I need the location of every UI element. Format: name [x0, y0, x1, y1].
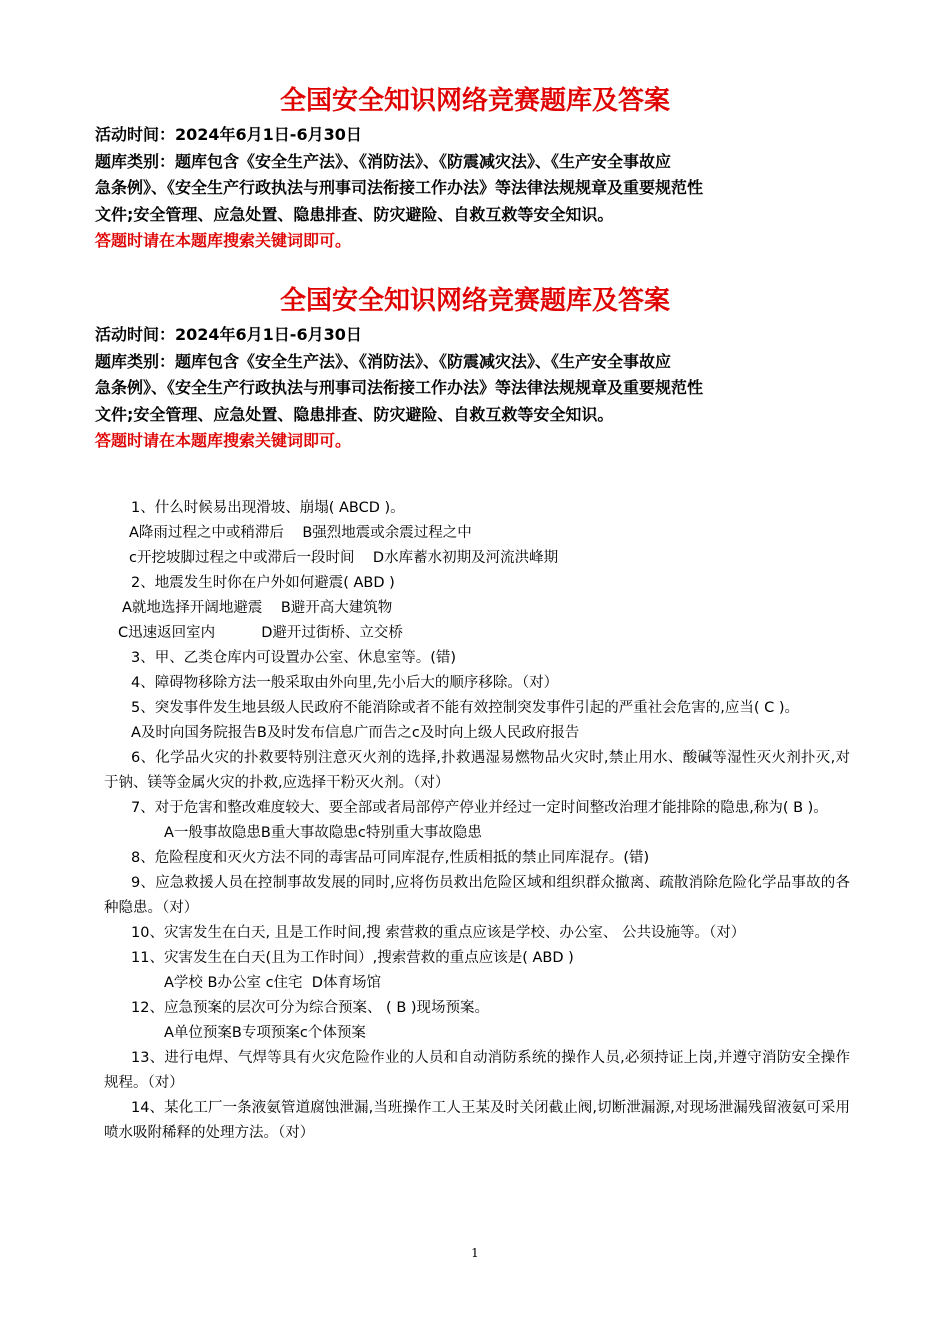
- search-note: 答题时请在本题库搜索关键词即可。: [95, 231, 352, 250]
- header-block-1: [95, 82, 855, 255]
- question-line: 3、甲、乙类仓库内可设置办公室、休息室等。(错): [131, 650, 457, 666]
- activity-time: 活动时间：2024年6月1日-6月30日: [95, 125, 362, 144]
- question-line: 4、障碍物移除方法一般采取由外向里,先小后大的顺序移除。（对）: [131, 675, 559, 691]
- category-line: 文件;安全管理、应急处置、隐患排查、防灾避险、自救互救等安全知识。: [95, 204, 614, 224]
- page-number: 1: [471, 1246, 479, 1260]
- question-line: 2、地震发生时你在户外如何避震( ABD ): [131, 575, 395, 591]
- question-line: 8、危险程度和灭火方法不同的毒害品可同库混存,性质相抵的禁止同库混存。(错): [131, 850, 650, 866]
- question-line: 9、应急救援人员在控制事故发展的同时,应将伤员救出危险区域和组织群众撤离、疏散消除危险化学品事故的各种隐患。（对）: [104, 875, 850, 916]
- option-line: A降雨过程之中或稍滞后 B强烈地震或余震过程之中: [129, 525, 472, 541]
- doc-title: 全国安全知识网络竞赛题库及答案: [279, 286, 670, 316]
- question-line: 7、对于危害和整改难度较大、要全部或者局部停产停业并经过一定时间整改治理才能排除的隐患,称为( B )。: [131, 800, 828, 816]
- option-line: c开挖坡脚过程之中或滞后一段时间 D水库蓄水初期及河流洪峰期: [129, 550, 559, 566]
- category-line: 急条例》、《安全生产行政执法与刑事司法衔接工作办法》等法律法规规章及重要规范性: [95, 178, 704, 197]
- category-line: 题库类别：题库包含《安全生产法》、《消防法》、《防震减灾法》、《生产安全事故应: [95, 151, 672, 171]
- option-line: C迅速返回室内 D避开过街桥、立交桥: [118, 625, 403, 641]
- option-line: A学校 B办公室 c住宅 D体育场馆: [164, 975, 381, 991]
- question-line: 5、突发事件发生地县级人民政府不能消除或者不能有效控制突发事件引起的严重社会危害的,应当( C )。: [131, 700, 799, 716]
- question-line: 1、什么时候易出现滑坡、崩塌( ABCD )。: [131, 500, 405, 516]
- question-line: A及时向国务院报告B及时发布信息广而告之c及时向上级人民政府报告: [131, 725, 580, 741]
- question-line: 14、某化工厂一条液氨管道腐蚀泄漏,当班操作工人王某及时关闭截止阀,切断泄漏源,对现场泄漏残留液氨可采用喷水吸附稀释的处理方法。（对）: [104, 1100, 850, 1141]
- question-line: 10、灾害发生在白天, 且是工作时间,搜 索营救的重点应该是学校、办公室、 公共设施等。（对）: [131, 925, 746, 941]
- question-line: 6、化学品火灾的扑救要特别注意灭火剂的选择,扑救遇湿易燃物品火灾时,禁止用水、酸碱等湿性灭火剂扑灭,对于钠、镁等金属火灾的扑救,应选择干粉灭火剂。（对）: [104, 750, 850, 791]
- question-line: 13、进行电焊、气焊等具有火灾危险作业的人员和自动消防系统的操作人员,必须持证上岗,并遵守消防安全操作规程。（对）: [104, 1050, 850, 1091]
- category-line: 急条例》、《安全生产行政执法与刑事司法衔接工作办法》等法律法规规章及重要规范性: [95, 378, 704, 397]
- category-line: 文件;安全管理、应急处置、隐患排查、防灾避险、自救互救等安全知识。: [95, 404, 614, 424]
- option-line: A单位预案B专项预案c个体预案: [164, 1025, 366, 1041]
- question-line: 11、灾害发生在白天(且为工作时间）,搜索营救的重点应该是( ABD ): [131, 950, 574, 966]
- category-line: 题库类别：题库包含《安全生产法》、《消防法》、《防震减灾法》、《生产安全事故应: [95, 351, 672, 371]
- option-line: A就地选择开阔地避震 B避开高大建筑物: [122, 600, 393, 616]
- question-list: [104, 496, 850, 1146]
- question-line: 12、应急预案的层次可分为综合预案、 ( B )现场预案。: [131, 1000, 490, 1016]
- doc-title: 全国安全知识网络竞赛题库及答案: [279, 86, 670, 116]
- option-line: A一般事故隐患B重大事故隐患c特别重大事故隐患: [164, 825, 482, 841]
- search-note: 答题时请在本题库搜索关键词即可。: [95, 431, 352, 450]
- activity-time: 活动时间：2024年6月1日-6月30日: [95, 325, 362, 344]
- header-block-2: [95, 282, 855, 455]
